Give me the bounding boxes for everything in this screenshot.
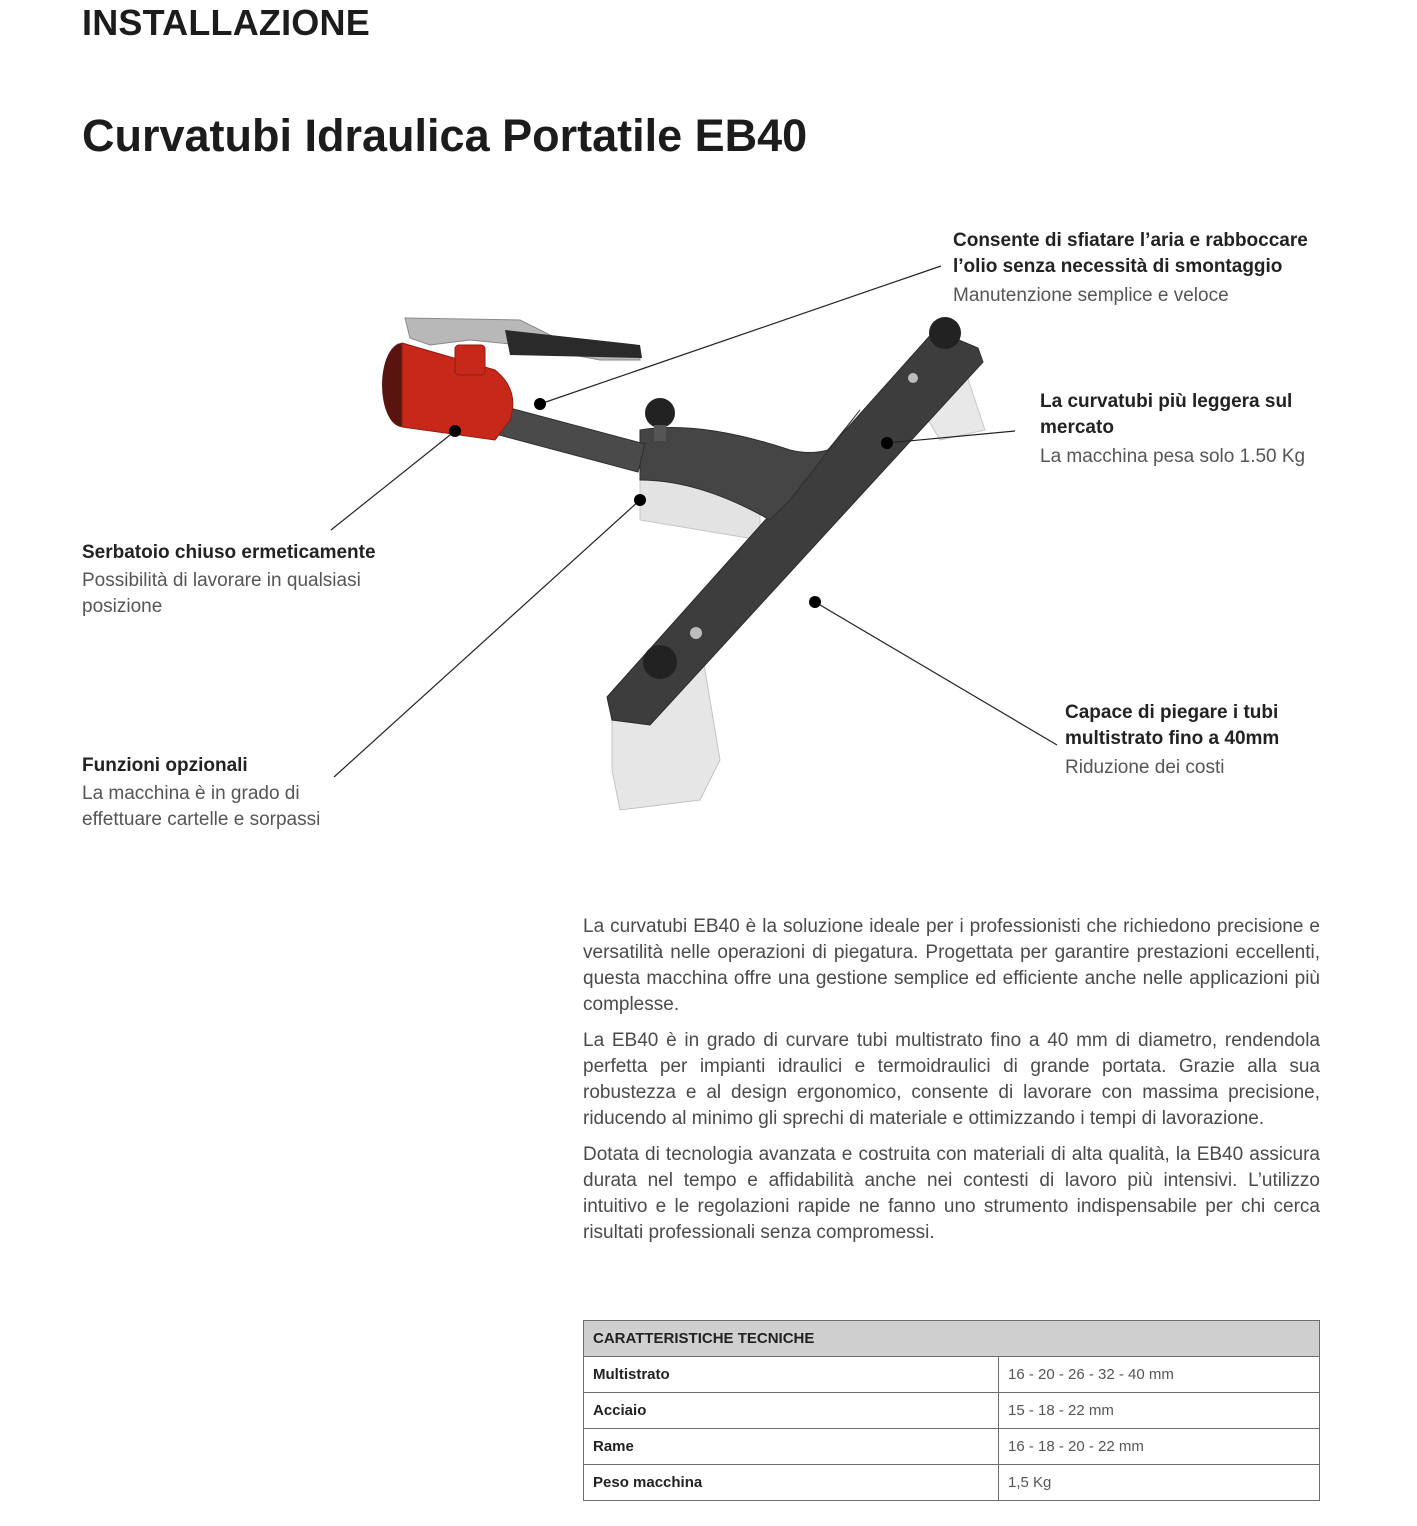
product-title: Curvatubi Idraulica Portatile EB40 — [82, 110, 808, 161]
callout-sfiato — [953, 228, 1308, 309]
callout-capace-title-2: multistrato fino a 40mm — [1065, 728, 1280, 749]
description-paragraph-3: Dotata di tecnologia avanzata e costruita con materiali di alta qualità, la EB40 assicura durata nel tempo e affidabilità anche nei contesti di lavoro più intensivi. L’utilizzo intuitivo e le regolazioni rapide ne fanno uno strumento indispensabile per chi cerca risultati professionali senza compromessi. — [583, 1144, 1320, 1243]
callout-dot-capace — [809, 596, 821, 608]
table-row — [584, 1357, 1320, 1393]
spec-value: 16 - 18 - 20 - 22 mm — [999, 1429, 1320, 1465]
bender-illustration — [382, 317, 985, 810]
callout-leggera — [1040, 389, 1305, 470]
callout-serbatoio-subtitle-2: posizione — [82, 596, 163, 617]
spec-value: 15 - 18 - 22 mm — [999, 1393, 1320, 1429]
callout-leggera-title-1: La curvatubi più leggera sul — [1040, 391, 1293, 412]
callout-sfiato-subtitle: Manutenzione semplice e veloce — [953, 285, 1229, 306]
callout-funzioni-subtitle-2: effettuare cartelle e sorpassi — [82, 809, 321, 830]
callout-leggera-title-2: mercato — [1040, 417, 1114, 438]
callout-dot-sfiato — [534, 398, 546, 410]
callout-leggera-subtitle: La macchina pesa solo 1.50 Kg — [1040, 446, 1306, 467]
callout-funzioni-title: Funzioni opzionali — [82, 755, 248, 776]
leader-line-sfiato — [540, 266, 941, 404]
callout-serbatoio — [82, 540, 376, 620]
callout-sfiato-title-1: Consente di sfiatare l’aria e rabboccare — [953, 230, 1308, 251]
table-row — [584, 1465, 1320, 1501]
callout-capace-title-1: Capace di piegare i tubi — [1065, 702, 1279, 723]
product-description — [583, 914, 1320, 1256]
leader-line-serbatoio — [331, 431, 455, 530]
callout-funzioni-subtitle-1: La macchina è in grado di — [82, 783, 300, 804]
spec-label: Multistrato — [584, 1357, 999, 1393]
callout-serbatoio-subtitle-1: Possibilità di lavorare in qualsiasi — [82, 570, 361, 591]
callout-dot-funzioni — [634, 494, 646, 506]
leader-line-capace — [815, 602, 1057, 745]
callout-serbatoio-title: Serbatoio chiuso ermeticamente — [82, 542, 376, 563]
callout-dot-serbatoio — [449, 425, 461, 437]
spec-value: 16 - 20 - 26 - 32 - 40 mm — [999, 1357, 1320, 1393]
specs-table — [583, 1320, 1320, 1501]
callout-capace-subtitle: Riduzione dei costi — [1065, 757, 1225, 778]
callout-funzioni — [82, 753, 320, 833]
spec-label: Rame — [584, 1429, 999, 1465]
description-paragraph-1: La curvatubi EB40 è la soluzione ideale per i professionisti che richiedono precisione e versatilità nelle operazioni di piegatura. Progettata per garantire prestazioni eccellenti, questa macchina offre una gestione semplice ed efficiente anche nelle applicazioni più complesse. — [583, 916, 1320, 1015]
callout-capace — [1065, 700, 1279, 781]
table-row — [584, 1429, 1320, 1465]
callout-sfiato-title-2: l’olio senza necessità di smontaggio — [953, 256, 1283, 277]
spec-label: Peso macchina — [584, 1465, 999, 1501]
leader-line-funzioni — [334, 500, 640, 777]
spec-label: Acciaio — [584, 1393, 999, 1429]
spec-value: 1,5 Kg — [999, 1465, 1320, 1501]
callout-dot-leggera — [881, 437, 893, 449]
section-label: INSTALLAZIONE — [82, 2, 370, 43]
table-row — [584, 1393, 1320, 1429]
specs-header-row — [584, 1321, 1320, 1357]
specs-header: CARATTERISTICHE TECNICHE — [584, 1321, 1320, 1357]
description-paragraph-2: La EB40 è in grado di curvare tubi multistrato fino a 40 mm di diametro, rendendola perfetta per impianti idraulici e termoidraulici di grande portata. Grazie alla sua robustezza e al design ergonomico, consente di lavorare con massima precisione, riducendo al minimo gli sprechi di materiale e ottimizzando i tempi di lavorazione. — [583, 1030, 1320, 1129]
